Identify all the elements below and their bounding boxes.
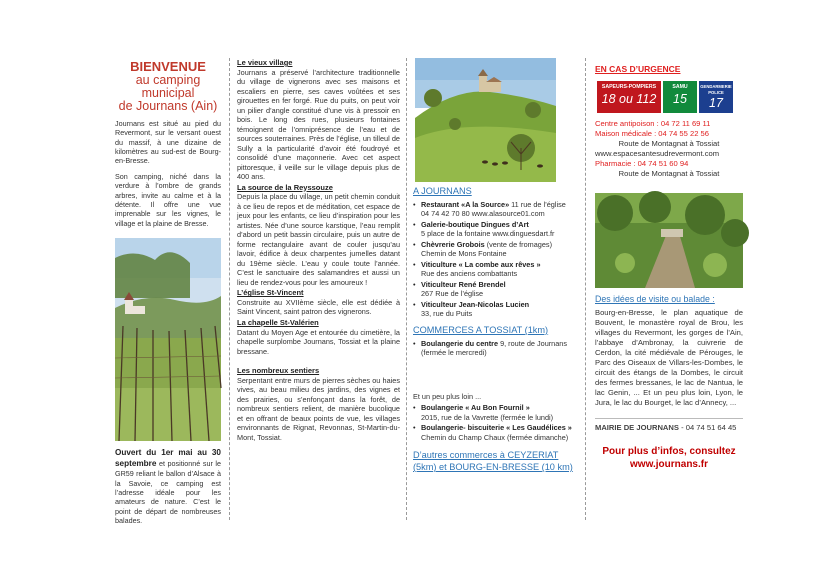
shop-name: Viticulteur Jean-Nicolas Lucien — [421, 299, 530, 309]
column-divider-3 — [585, 58, 586, 520]
shop-list-item — [413, 260, 576, 279]
shop-list — [413, 403, 576, 442]
shop-detail: 11 rue de l’église — [509, 199, 566, 209]
shop-list-item — [413, 240, 576, 259]
column-divider-2 — [406, 58, 407, 520]
shops-column — [413, 58, 576, 518]
section-text: Datant du Moyen Age et entourée du cimetière, la chapelle surplombe Journans, Tossiat et la plaine bressane. — [237, 327, 400, 356]
opening-paragraph — [115, 448, 221, 525]
shop-name: Chèvrerie Grobois — [421, 239, 485, 249]
shop-address: Chemin de Mons Fontaine — [421, 249, 507, 259]
medical-center-address: Route de Montagnat à Tossiat — [618, 139, 720, 149]
journans-shops-heading: A JOURNANS — [413, 186, 472, 196]
pharmacy-line: Pharmacie : 04 74 51 60 94 — [595, 159, 689, 169]
shop-address: 5 place de la fontaine www.dinguesdart.fr — [421, 229, 555, 239]
shop-list-item — [413, 403, 576, 422]
more-info — [595, 445, 743, 471]
shop-list-item — [413, 423, 576, 442]
shop-list-item — [413, 220, 576, 239]
shop-address: Chemin du Champ Chaux (fermée dimanche) — [421, 432, 569, 442]
shop-name: Boulangerie- biscuiterie « Les Gaudélices » — [421, 423, 572, 433]
shop-list-item — [413, 280, 576, 299]
title-bienvenue: BIENVENUE — [130, 59, 206, 74]
shop-detail: 9, route de Journans — [498, 338, 568, 348]
village-column — [237, 58, 400, 518]
badge-label: GENDARMERIE POLICE — [700, 84, 732, 95]
section-heading: La source de la Reyssouze — [237, 182, 333, 192]
shop-name: Viticulteur René Brendel — [421, 279, 506, 289]
vineyard-chapel-photo — [115, 238, 221, 441]
more-info-text: Pour plus d’infos, consultez — [602, 446, 736, 458]
shop-address: 04 74 42 70 80 www.alasource01.com — [421, 209, 545, 219]
shop-list — [413, 339, 576, 358]
pharmacy-address: Route de Montagnat à Tossiat — [618, 169, 720, 179]
camping-paragraph: Son camping, niché dans la verdure à l’ombre de grands arbres, invite au calme et à la détente. Il offre une vue imprenable sur les vignes, le village et la plaine de Bresse. — [115, 171, 221, 228]
emergency-badges — [595, 81, 743, 115]
town-hall-line — [595, 418, 743, 433]
shop-address: 267 Rue de l’église — [421, 289, 484, 299]
shop-name: Boulangerie « Au Bon Fournil » — [421, 403, 530, 413]
shop-name: Restaurant «A la Source» — [421, 199, 510, 209]
shop-address: 33, rue du Puits — [421, 309, 473, 319]
other-shops-heading: D’autres commerces à CEYZERIAT (5km) et BOURG-EN-BRESSE (10 km) — [413, 450, 573, 473]
tossiat-shops-heading: COMMERCES A TOSSIAT (1km) — [413, 324, 549, 335]
section-text: Serpentant entre murs de pierres sèches ou haies vives, au beau milieu des jardins, des vignes et des prairies, ou s’enfonçant dans la forêt, de nombreux sentiers relient, de manière bucolique et en offrant de beaux points de vue, les villages environnants de Rignat, Revonnas, St-Martin-du-Mont, Tossiat. — [237, 375, 400, 442]
shop-name: Galerie-boutique Dingues d’Art — [421, 219, 529, 229]
shop-list-item — [413, 200, 576, 219]
intro-paragraph: Journans est situé au pied du Revermont, sur le versant ouest du massif, à une dizaine de kilomètres au sud-est de Bourg-en-Bresse. — [115, 119, 221, 166]
shops-text — [413, 186, 576, 474]
ideas-heading: Des idées de visite ou balade : — [595, 294, 715, 305]
welcome-column — [115, 58, 221, 526]
further-away-text: Et un peu plus loin ... — [413, 391, 482, 401]
badge-label: SAMU — [672, 84, 688, 91]
opening-details: et positionné sur le GR59 reliant le ballon d’Alsace à la Savoie, ce camping est l’adresse idéale pour les amateurs de nature. C’est le point de départ de nombreuses balades. — [115, 458, 221, 526]
medical-center-line: Maison médicale : 04 74 55 22 56 — [595, 129, 709, 139]
column-divider-1 — [229, 58, 230, 520]
antipoison-line: Centre antipoison : 04 72 11 69 11 — [595, 119, 711, 129]
shop-name: Viticulture « La combe aux rêves » — [421, 259, 541, 269]
opening-dates: Ouvert du 1er mai au 30 septembre — [115, 448, 221, 468]
police-badge — [699, 81, 733, 113]
shop-list — [413, 200, 576, 319]
samu-badge — [663, 81, 697, 113]
title-journans: de Journans (Ain) — [118, 98, 218, 113]
shop-detail: (vente de fromages) — [484, 239, 552, 249]
section-heading: Le vieux village — [237, 58, 293, 67]
town-hall-phone: - 04 74 51 64 45 — [681, 423, 737, 433]
health-website[interactable]: www.espacesantesudrevermont.com — [595, 149, 720, 159]
section-text: Construite au XVIIème siècle, elle est dédiée à Saint Vincent, saint patron des vignerons. — [237, 297, 400, 317]
section-text: Depuis la place du village, un petit chemin conduit à ce lieu de repos et de méditation, cet espace de jeux pour les enfants, ce lieu d’inspiration pour les artistes. Née d’une source karstique, l’eau remplit d’abord un petit bassin circulaire, puis un autre de forme rectangulaire avant de couler jusqu’au lavoir, édifice à deux charpentes jumelles datant du 19ème siècle. L’eau y coule toute l’année. C’est le sanctuaire des salamandres et aussi un lieu de rendez-vous pour les amoureux ! — [237, 192, 400, 287]
garden-path-photo — [595, 193, 743, 288]
emergency-column — [595, 58, 743, 518]
section-text: Journans a préservé l’architecture traditionnelle du village de vignerons avec ses maisons et escaliers en pierre, ses caves voûtées et ses girouettes en fer forgé. Rue du puits, on peut voir un pilier d’angle constitué d’une vis à pressoir en bois. Le long des rues, plusieurs fontaines témoignent de l’omniprésence de l’eau et de sources souterraines. Près de l’église, un tilleul de Sully a la particularité d’avoir été foudroyé et consolidé d’une maçonnerie. Avec cet aspect pittoresque, il veille sur le village depuis plus de 400 ans. — [237, 67, 400, 182]
badge-label: SAPEURS-POMPIERS — [601, 84, 657, 91]
welcome-title — [115, 60, 221, 113]
section-heading: L’église St-Vincent — [237, 288, 304, 298]
section-heading: La chapelle St-Valérien — [237, 317, 319, 327]
journans-website-link[interactable]: www.journans.fr — [630, 459, 708, 471]
badge-number: 15 — [673, 92, 687, 107]
section-heading: Les nombreux sentiers — [237, 366, 320, 376]
shop-address: 2015, rue de la Vavrette (fermée le lundi) — [421, 412, 554, 422]
town-hall-label: MAIRIE DE JOURNANS — [595, 423, 679, 433]
shop-address: Rue des anciens combattants — [421, 269, 518, 279]
badge-number: 17 — [709, 96, 723, 111]
shop-list-item — [413, 339, 576, 358]
emergency-heading: EN CAS D’URGENCE — [595, 64, 681, 74]
firefighters-badge — [597, 81, 661, 113]
title-camping: au camping municipal — [135, 72, 201, 100]
shop-name: Boulangerie du centre — [421, 338, 499, 348]
hill-chapel-photo — [415, 58, 556, 182]
shop-list-item — [413, 300, 576, 319]
badge-number: 18 ou 112 — [601, 92, 657, 107]
ideas-text: Bourg-en-Bresse, le plan aquatique de Bouvent, le monastère royal de Brou, les villages du Revermont, les gorges de l’Ain, l’abbaye d’Ambronay, la cuivrerie de Cerdon, la cité médiévale de Pérouges, le Parc des Oiseaux de Villars-les-Dombes, le circuit des étangs de la Dombes, le circuit des fermes bressanes, le lac de Nantua, le lac Genin, ... Et un peu plus loin, Lyon, le Jura, le lac du Bourget, le lac d’Annecy, ... — [595, 307, 743, 408]
shop-address: (fermée le mercredi) — [421, 348, 487, 358]
